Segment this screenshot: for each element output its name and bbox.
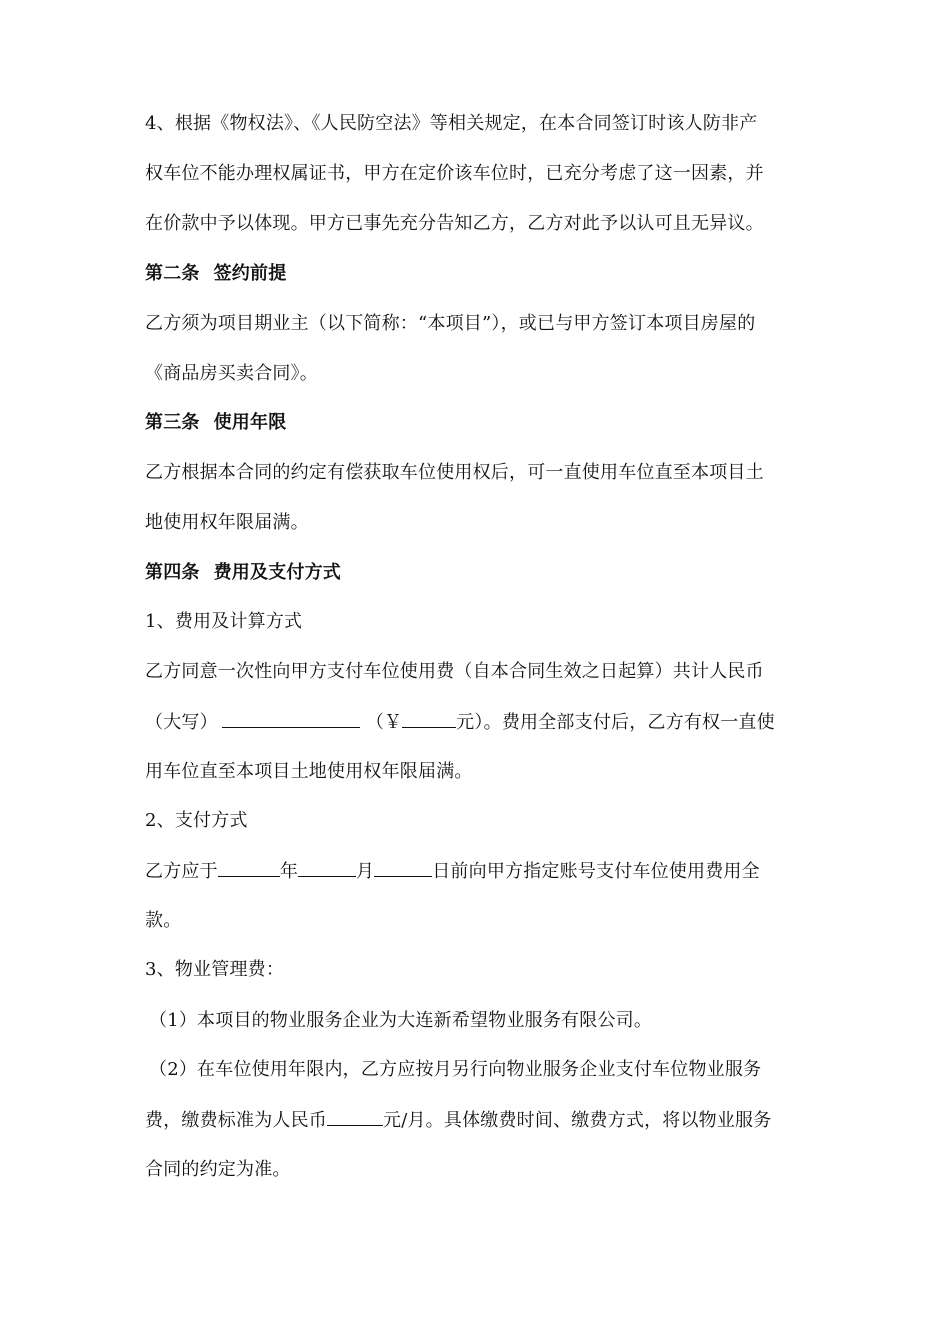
fee-line-1: 乙方同意一次性向甲方支付车位使用费（自本合同生效之日起算）共计人民币 bbox=[145, 661, 764, 682]
clause-4-line-1: 4、根据《物权法》、《人民防空法》等相关规定，在本合同签订时该人防非产 bbox=[145, 113, 758, 134]
article-4-title: 费用及支付方式 bbox=[213, 562, 342, 583]
article-2-heading bbox=[145, 262, 286, 286]
amount-capital-blank[interactable] bbox=[222, 710, 360, 728]
article-3-title: 使用年限 bbox=[213, 412, 287, 433]
fee-line-2 bbox=[145, 710, 775, 735]
clause-4-line-2: 权车位不能办理权属证书，甲方在定价该车位时，已充分考虑了这一因素，并 bbox=[145, 163, 764, 184]
article-2-number: 第二条 bbox=[145, 263, 200, 284]
article-2-title: 签约前提 bbox=[213, 263, 287, 284]
property-fee-title: 3、物业管理费： bbox=[145, 959, 285, 980]
property-fee-standard-label: 费，缴费标准为人民币 bbox=[145, 1110, 327, 1131]
article-4-number: 第四条 bbox=[145, 562, 200, 583]
article-4-heading bbox=[145, 561, 341, 585]
article-3-line-1: 乙方根据本合同的约定有偿获取车位使用权后，可一直使用车位直至本项目土 bbox=[145, 462, 764, 483]
property-fee-unit-text: 元/月。具体缴费时间、缴费方式，将以物业服务 bbox=[383, 1110, 772, 1131]
fee-calculation-title: 1、费用及计算方式 bbox=[145, 611, 303, 632]
payment-method-title: 2、支付方式 bbox=[145, 810, 248, 831]
property-fee-item-2-line-3: 合同的约定为准。 bbox=[145, 1159, 291, 1180]
amount-capital-label: （大写） bbox=[145, 712, 218, 733]
clause-4-line-3: 在价款中予以体现。甲方已事先充分告知乙方，乙方对此予以认可且无异议。 bbox=[145, 213, 764, 234]
amount-yuan-prefix: （￥ bbox=[365, 712, 403, 733]
property-fee-item-2-line-2 bbox=[145, 1108, 771, 1133]
payment-line-1 bbox=[145, 859, 760, 884]
payment-day-blank[interactable] bbox=[374, 859, 432, 877]
payment-year-blank[interactable] bbox=[218, 859, 280, 877]
property-fee-amount-blank[interactable] bbox=[327, 1108, 383, 1126]
payment-line-2: 款。 bbox=[145, 910, 182, 931]
payment-month-label: 月 bbox=[356, 861, 375, 882]
article-3-heading bbox=[145, 411, 286, 435]
fee-line-3: 用车位直至本项目土地使用权年限届满。 bbox=[145, 761, 473, 782]
article-2-line-2: 《商品房买卖合同》。 bbox=[145, 363, 318, 384]
amount-yuan-suffix: 元）。费用全部支付后，乙方有权一直使 bbox=[456, 712, 775, 733]
article-2-line-1: 乙方须为项目期业主（以下简称：“本项目”），或已与甲方签订本项目房屋的 bbox=[145, 313, 756, 334]
payment-year-label: 年 bbox=[279, 861, 299, 882]
amount-number-blank[interactable] bbox=[402, 710, 456, 728]
payment-day-label: 日前向甲方指定账号支付车位使用费用全 bbox=[432, 861, 760, 882]
article-3-line-2: 地使用权年限届满。 bbox=[145, 512, 309, 533]
payment-month-blank[interactable] bbox=[298, 859, 356, 877]
property-fee-item-1: （1）本项目的物业服务企业为大连新希望物业服务有限公司。 bbox=[149, 1010, 653, 1031]
payment-due-label: 乙方应于 bbox=[145, 861, 218, 882]
article-3-number: 第三条 bbox=[145, 412, 200, 433]
property-fee-item-2-line-1: （2）在车位使用年限内，乙方应按月另行向物业服务企业支付车位物业服务 bbox=[149, 1059, 762, 1080]
